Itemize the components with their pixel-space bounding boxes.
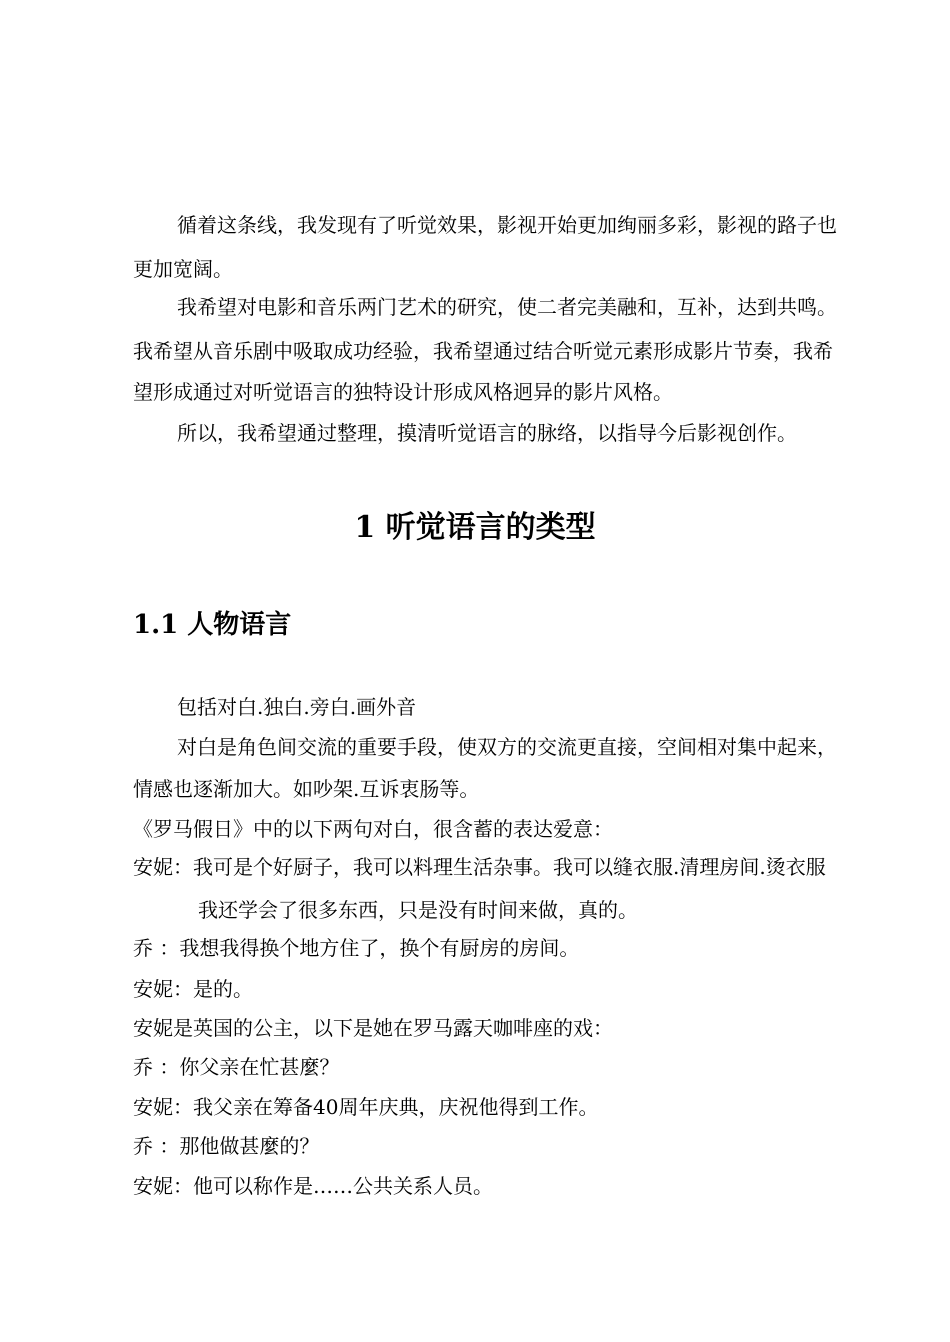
dialogue-joe-1: 乔 ：我想我得换个地方住了，换个有厨房的房间。: [133, 936, 580, 960]
body-line-roman-holiday: 《罗马假日》中的以下两句对白，很含蓄的表达爱意：: [133, 817, 613, 841]
paragraph-1-line-2: 更加宽阔。: [133, 257, 233, 281]
dialogue-anne-1: 安妮：我可是个好厨子，我可以料理生活杂事。我可以缝衣服.清理房间.烫衣服: [133, 855, 826, 879]
paragraph-2-line-2: 我希望从音乐剧中吸取成功经验，我希望通过结合听觉元素形成影片节奏，我希: [133, 339, 833, 363]
paragraph-2-line-1: 我希望对电影和音乐两门艺术的研究，使二者完美融和，互补，达到共鸣。: [177, 295, 837, 319]
paragraph-2-line-3: 望形成通过对听觉语言的独特设计形成风格迥异的影片风格。: [133, 380, 673, 404]
paragraph-3-line-1: 所以，我希望通过整理，摸清听觉语言的脉络，以指导今后影视创作。: [177, 421, 797, 445]
dialogue-joe-3: 乔 ：那他做甚麼的？: [133, 1134, 320, 1158]
body-line-dialogue-2: 情感也逐渐加大。如吵架.互诉衷肠等。: [133, 777, 480, 801]
body-line-types: 包括对白.独白.旁白.画外音: [177, 695, 417, 719]
body-line-dialogue-1: 对白是角色间交流的重要手段，使双方的交流更直接，空间相对集中起来，: [177, 735, 837, 759]
dialogue-anne-2: 安妮：是的。: [133, 977, 253, 1001]
paragraph-1-line-1: 循着这条线，我发现有了听觉效果，影视开始更加绚丽多彩，影视的路子也: [177, 213, 837, 237]
section-heading: 1.1 人物语言: [133, 610, 292, 640]
dialogue-joe-2: 乔 ：你父亲在忙甚麼？: [133, 1055, 340, 1079]
chapter-heading: 1 听觉语言的类型: [354, 510, 596, 545]
dialogue-anne-4: 安妮：他可以称作是……公共关系人员。: [133, 1174, 493, 1198]
dialogue-anne-3: 安妮：我父亲在筹备40周年庆典，庆祝他得到工作。: [133, 1095, 599, 1119]
dialogue-anne-1-cont: 我还学会了很多东西，只是没有时间来做，真的。: [198, 898, 638, 922]
body-line-princess: 安妮是英国的公主，以下是她在罗马露天咖啡座的戏：: [133, 1016, 613, 1040]
